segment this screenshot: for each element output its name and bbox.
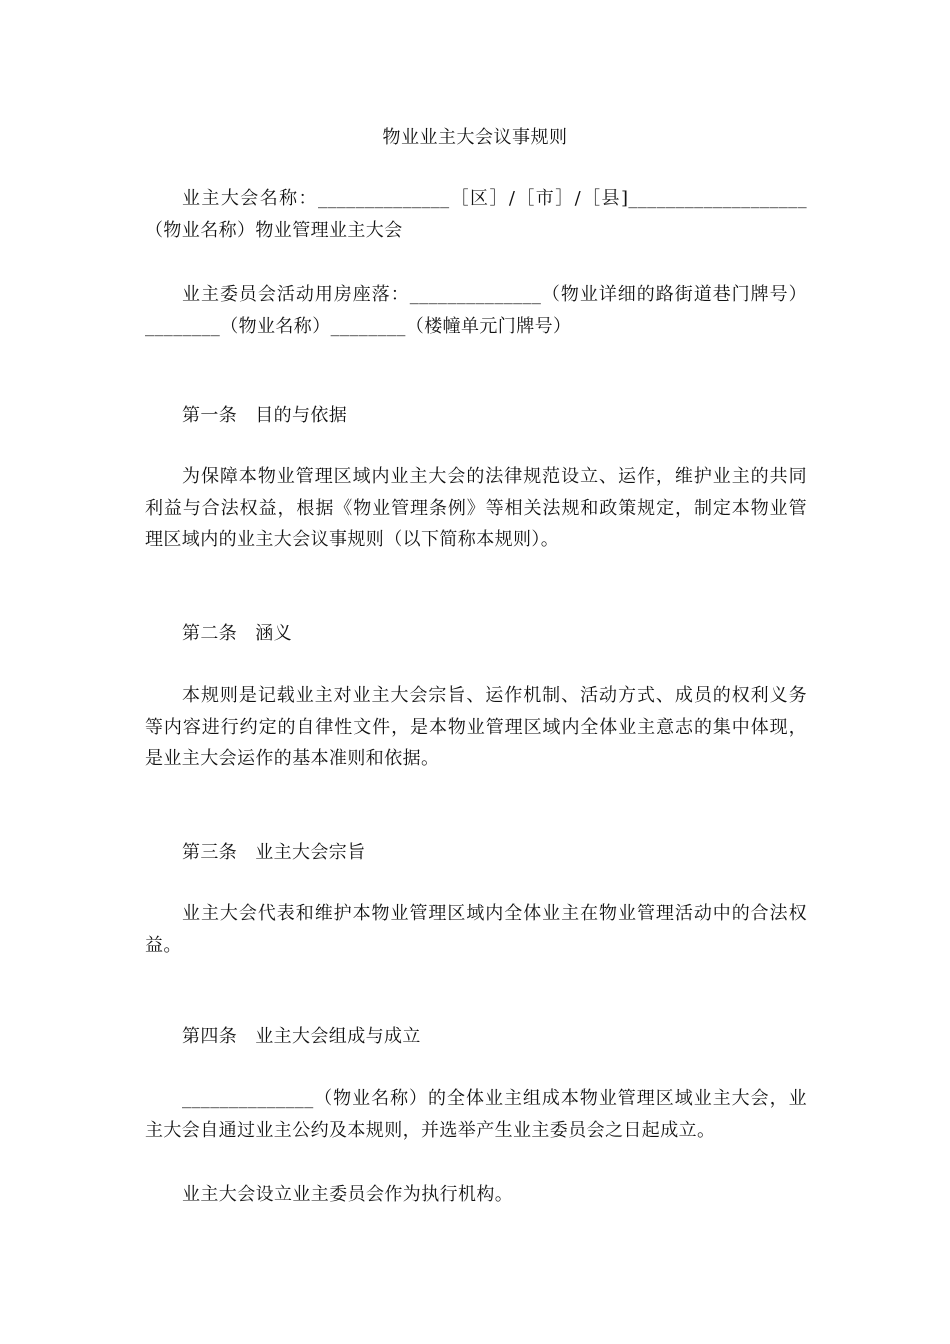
article-number: 第三条: [182, 842, 238, 863]
article-title: 目的与依据: [255, 405, 348, 426]
article-heading: [182, 840, 366, 866]
article-number: 第一条: [182, 405, 238, 426]
article-paragraph: 业主大会代表和维护本物业管理区域内全体业主在物业管理活动中的合法权益。: [145, 903, 807, 956]
article-number: 第二条: [182, 623, 238, 644]
document-title: 物业业主大会议事规则: [382, 127, 568, 148]
article-title: 业主大会宗旨: [255, 842, 366, 863]
article-title: 涵义: [255, 623, 293, 644]
article-heading: [182, 621, 292, 647]
article-heading: [182, 1024, 421, 1050]
assembly-name-line: 业主大会名称：______________［区］/［市］/［县]___________________（物业名称）物业管理业主大会: [145, 188, 807, 241]
article-paragraph: 本规则是记载业主对业主大会宗旨、运作机制、活动方式、成员的权利义务等内容进行约定的自律性文件，是本物业管理区域内全体业主意志的集中体现，是业主大会运作的基本准则和依据。: [145, 685, 807, 769]
article-number: 第四条: [182, 1026, 238, 1047]
article-paragraph: 业主大会设立业主委员会作为执行机构。: [182, 1184, 514, 1205]
article-title: 业主大会组成与成立: [255, 1026, 421, 1047]
article-heading: [182, 403, 347, 429]
article-paragraph: ______________（物业名称）的全体业主组成本物业管理区域业主大会，业主大会自通过业主公约及本规则，并选举产生业主委员会之日起成立。: [145, 1088, 807, 1141]
article-paragraph: 为保障本物业管理区域内业主大会的法律规范设立、运作，维护业主的共同利益与合法权益，根据《物业管理条例》等相关法规和政策规定，制定本物业管理区域内的业主大会议事规则（以下简称本规则）。: [145, 466, 807, 550]
activity-room-address-line: 业主委员会活动用房座落：______________（物业详细的路街道巷门牌号）________（物业名称）________（楼幢单元门牌号）: [145, 284, 807, 337]
